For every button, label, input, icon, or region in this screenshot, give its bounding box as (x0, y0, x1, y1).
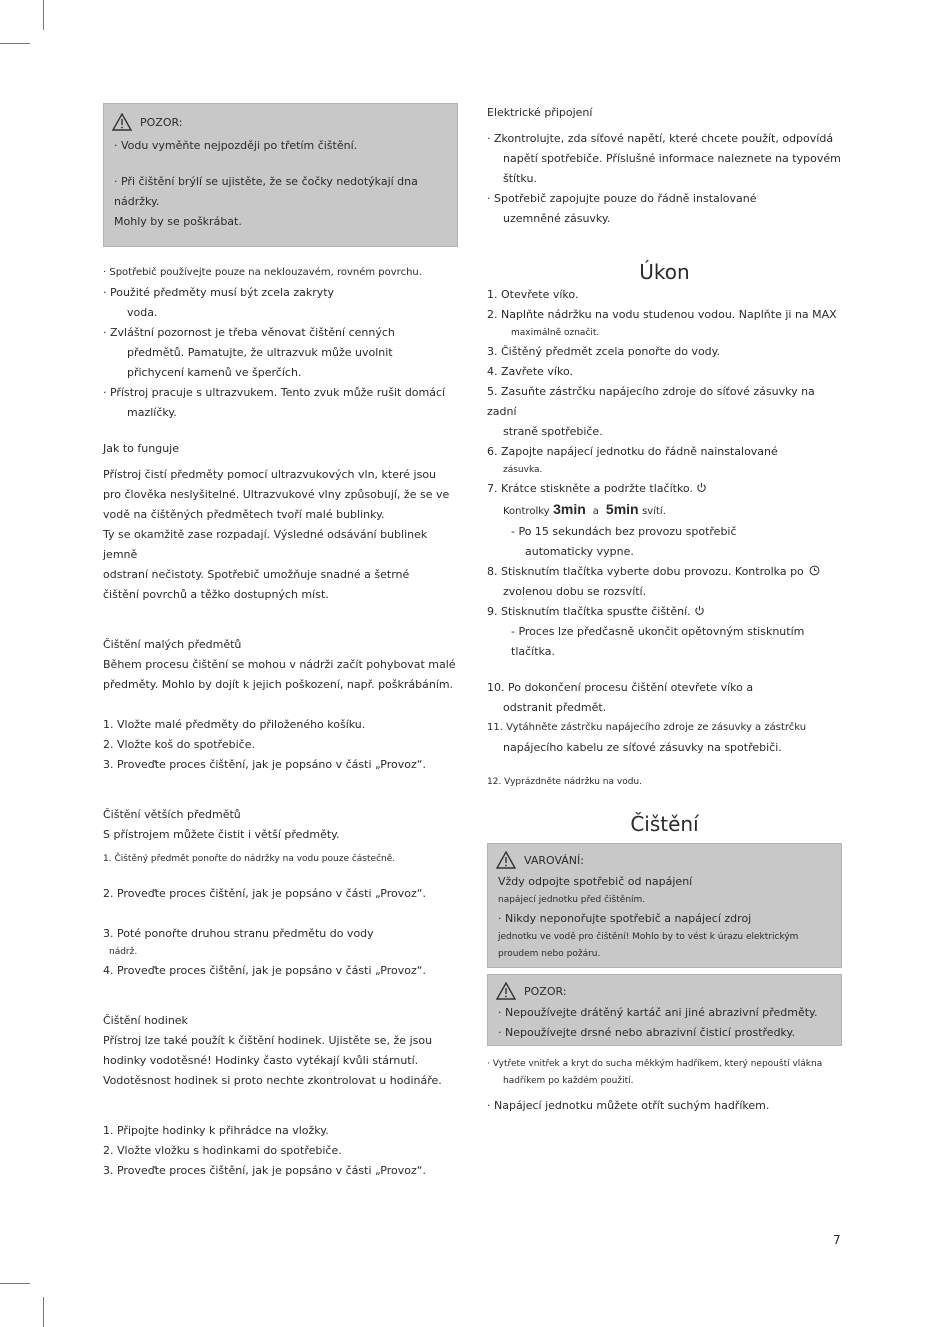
general-note: · Spotřebič používejte pouze na neklouzavém, rovném povrchu. (103, 267, 422, 278)
cisteni-title: Čištění (630, 812, 699, 836)
large-items-step: 1. Čištěný předmět ponořte do nádržky na vodu pouze částečně. (103, 854, 396, 864)
pozor-line: Mohly by se poškrábat. (114, 215, 242, 228)
ukon-step: zásuvka. (503, 465, 543, 475)
electrical-title: Elektrické připojení (487, 106, 593, 119)
how-line: čištění povrchů a těžko dostupných míst. (103, 588, 329, 601)
ukon-step: zvolenou dobu se rozsvítí. (503, 585, 647, 598)
electrical-line: · Zkontrolujte, zda síťové napětí, které chcete použít, odpovídá (487, 132, 834, 145)
electrical-line: štítku. (503, 172, 537, 185)
general-note: · Použité předměty musí být zcela zakryty (103, 286, 335, 299)
how-line: pro člověka neslyšitelné. Ultrazvukové vlny způsobují, že se ve (103, 488, 450, 501)
ukon-step: 2. Naplňte nádržku na vodu studenou vodou. Naplňte ji na MAX (487, 308, 837, 321)
general-note: mazlíčky. (127, 406, 177, 419)
watches-step: 3. Proveďte proces čištění, jak je popsáno v části „Provoz“. (103, 1164, 426, 1177)
cleaning-note: · Napájecí jednotku můžete otřít suchým hadříkem. (487, 1099, 770, 1112)
ukon-step-text: 8. Stisknutím tlačítka vyberte dobu provozu. Kontrolka po (487, 565, 804, 578)
large-items-title: Čištění větších předmětů (103, 808, 241, 821)
crop-mark (0, 1283, 30, 1284)
pozor-title: POZOR: (524, 984, 567, 998)
large-items-step: 3. Poté ponořte druhou stranu předmětu do vody (103, 927, 374, 940)
ukon-step: odstranit předmět. (503, 701, 607, 714)
ukon-step: 10. Po dokončení procesu čištění otevřete víko a (487, 681, 754, 694)
pozor-line: · Nepoužívejte drsné nebo abrazivní čisticí prostředky. (498, 1026, 795, 1039)
watches-intro: hodinky vodotěsné! Hodinky často vytékají kvůli stárnutí. (103, 1054, 419, 1067)
cleaning-note: · Vytřete vnitřek a kryt do sucha měkkým hadříkem, který nepouští vlákna (487, 1059, 823, 1069)
large-items-step: 2. Proveďte proces čištění, jak je popsáno v části „Provoz“. (103, 887, 426, 900)
warning-line: jednotku ve vodě pro čištění! Mohlo by to vést k úrazu elektrickým (498, 932, 799, 942)
right-column (487, 103, 842, 1116)
pozor-line: · Vodu vyměňte nejpozději po třetím čištění. (114, 139, 358, 152)
indicator-3min: 3min (553, 501, 586, 517)
general-note: voda. (127, 306, 158, 319)
small-items-intro: předměty. Mohlo by dojít k jejich poškození, např. poškrábáním. (103, 678, 454, 691)
ukon-step: napájecího kabelu ze síťové zásuvky na spotřebiči. (503, 741, 782, 754)
ukon-indicator-line (487, 499, 842, 522)
pozor-title: POZOR: (140, 115, 183, 129)
crop-mark (43, 0, 44, 30)
electrical-line: napětí spotřebiče. Příslušné informace naleznete na typovém (503, 152, 841, 165)
ukon-step: 3. Čištěný předmět zcela ponořte do vody. (487, 345, 721, 358)
electrical-line: · Spotřebič zapojujte pouze do řádně instalované (487, 192, 757, 205)
general-note: přichycení kamenů ve šperčích. (127, 366, 302, 379)
small-items-step: 1. Vložte malé předměty do přiloženého košíku. (103, 718, 366, 731)
ukon-step: straně spotřebiče. (503, 425, 603, 438)
svit-label: svítí. (642, 506, 666, 517)
large-items-step: nádrž. (109, 947, 138, 957)
pozor-line: · Při čištění brýlí se ujistěte, že se čočky nedotýkají dna nádržky. (114, 175, 418, 208)
general-note: · Zvláštní pozornost je třeba věnovat čištění cenných (103, 326, 395, 339)
electrical-line: uzemněné zásuvky. (503, 212, 611, 225)
warning-line: proudem nebo požáru. (498, 949, 601, 959)
ukon-step: maximálně označit. (511, 328, 600, 338)
cleaning-note: hadříkem po každém použití. (503, 1076, 634, 1086)
small-items-step: 2. Vložte koš do spotřebiče. (103, 738, 255, 751)
watches-step: 1. Připojte hodinky k přihrádce na vložky. (103, 1124, 329, 1137)
ukon-step: 1. Otevřete víko. (487, 288, 579, 301)
ukon-step: - Proces lze předčasně ukončit opětovným stisknutím tlačítka. (511, 625, 805, 658)
pozor-box (103, 103, 458, 247)
ukon-step-text: 9. Stisknutím tlačítka spusťte čištění. (487, 605, 691, 618)
ukon-step-text: 7. Krátce stiskněte a podržte tlačítko. (487, 482, 693, 495)
indicator-5min: 5min (605, 501, 639, 517)
ukon-step: 6. Zapojte napájecí jednotku do řádně nainstalované (487, 445, 778, 458)
large-items-step: 4. Proveďte proces čištění, jak je popsáno v části „Provoz“. (103, 964, 426, 977)
warning-triangle-icon (496, 851, 516, 869)
watches-step: 2. Vložte vložku s hodinkami do spotřebiče. (103, 1144, 342, 1157)
page-number: 7 (833, 1233, 841, 1247)
warning-triangle-icon (496, 982, 516, 1000)
ukon-step (487, 602, 842, 622)
how-line: Ty se okamžitě zase rozpadají. Výsledné odsávání bublinek jemně (103, 528, 428, 561)
general-note: · Přístroj pracuje s ultrazvukem. Tento zvuk může rušit domácí (103, 386, 446, 399)
crop-mark (0, 43, 30, 44)
kontrolky-label: Kontrolky (503, 506, 550, 517)
power-icon (696, 482, 707, 493)
ukon-step: 11. Vytáhněte zástrčku napájecího zdroje ze zásuvky a zástrčku (487, 722, 807, 733)
clock-icon (809, 565, 820, 576)
ukon-step: 12. Vyprázdněte nádržku na vodu. (487, 777, 642, 787)
small-items-title: Čištění malých předmětů (103, 638, 242, 651)
watches-intro: Přístroj lze také použít k čištění hodinek. Ujistěte se, že jsou (103, 1034, 433, 1047)
ukon-step (487, 562, 842, 582)
how-line: vodě na čištěných předmětech tvoří malé bublinky. (103, 508, 385, 521)
pozor-line: · Nepoužívejte drátěný kartáč ani jiné abrazivní předměty. (498, 1006, 818, 1019)
small-items-step: 3. Proveďte proces čištění, jak je popsáno v části „Provoz“. (103, 758, 426, 771)
warning-line: napájecí jednotku před čištěním. (498, 895, 646, 905)
warning-title: VAROVÁNÍ: (524, 853, 584, 867)
warning-box (487, 843, 842, 968)
left-column (103, 103, 458, 1181)
ukon-step: automaticky vypne. (525, 545, 634, 558)
pozor-box (487, 974, 842, 1046)
warning-line: · Nikdy neponořujte spotřebič a napájecí zdroj (498, 912, 752, 925)
general-note: předmětů. Pamatujte, že ultrazvuk může uvolnit (127, 346, 393, 359)
watches-intro: Vodotěsnost hodinek si proto nechte zkontrolovat u hodináře. (103, 1074, 442, 1087)
large-items-intro: S přístrojem můžete čistit i větší předměty. (103, 828, 340, 841)
crop-mark (43, 1297, 44, 1327)
warning-triangle-icon (112, 113, 132, 131)
ukon-step: - Po 15 sekundách bez provozu spotřebič (511, 525, 737, 538)
ukon-step: 5. Zasuňte zástrčku napájecího zdroje do síťové zásuvky na zadní (487, 385, 815, 418)
and-label: a (592, 506, 599, 517)
how-line: odstraní nečistoty. Spotřebič umožňuje snadné a šetrné (103, 568, 410, 581)
how-line: Přístroj čistí předměty pomocí ultrazvukových vln, které jsou (103, 468, 437, 481)
ukon-title: Úkon (639, 260, 690, 284)
power-icon (694, 605, 705, 616)
warning-line: Vždy odpojte spotřebič od napájení (498, 875, 693, 888)
how-title: Jak to funguje (103, 442, 179, 455)
watches-title: Čištění hodinek (103, 1014, 188, 1027)
ukon-step (487, 479, 842, 499)
ukon-step: 4. Zavřete víko. (487, 365, 573, 378)
small-items-intro: Během procesu čištění se mohou v nádrži začít pohybovat malé (103, 658, 456, 671)
